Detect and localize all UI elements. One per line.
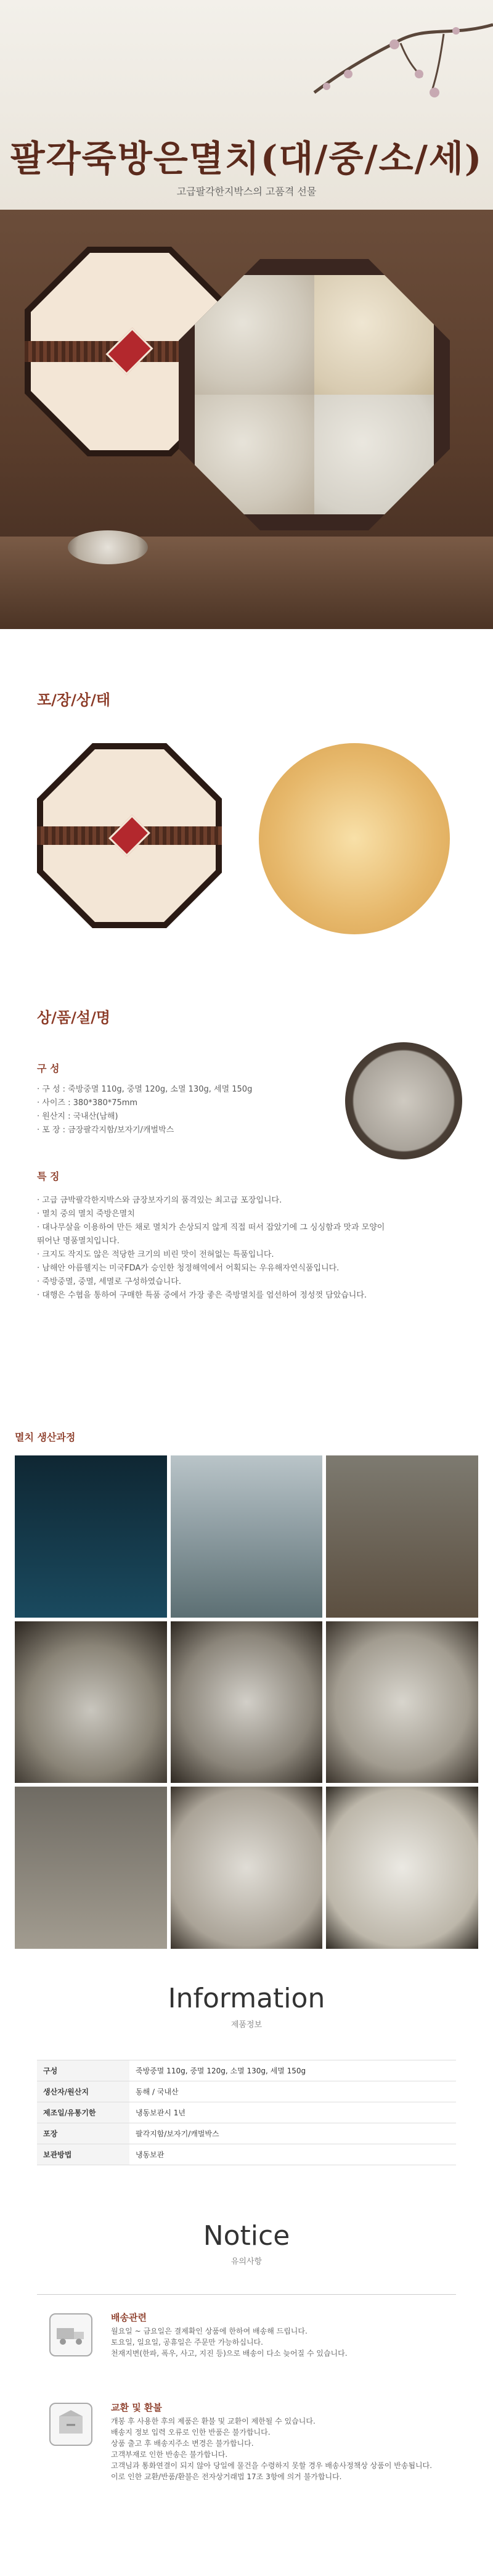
table-row xyxy=(37,2060,456,2081)
table-row xyxy=(37,2144,456,2165)
info-value: 팔각지함/보자기/캐벌박스 xyxy=(129,2123,456,2144)
info-label: 구성 xyxy=(37,2060,129,2081)
notice-item-heading: 교환 및 환불 xyxy=(111,2402,162,2413)
feature-line-3: · 대나무살을 이용하여 만든 채로 멸치가 손상되지 않게 직접 떠서 잡았기에 그 싱싱함과 맛과 모양이 xyxy=(37,1223,385,1232)
process-photo xyxy=(171,1621,323,1784)
table-row xyxy=(37,2123,456,2144)
composition-line-4: · 포 장 : 금장팔각지함/보자기/캐벌박스 xyxy=(37,1125,174,1135)
info-label: 제조일/유통기한 xyxy=(37,2102,129,2123)
product-title: 팔각죽방은멸치(대/중/소/세) xyxy=(10,138,483,179)
anchovy-plate-image xyxy=(345,1042,462,1159)
information-title: Information xyxy=(168,1983,325,2014)
notice-item-heading: 배송관련 xyxy=(111,2312,147,2323)
plum-branch-illustration xyxy=(290,0,493,136)
info-value: 동해 / 국내산 xyxy=(129,2081,456,2102)
hero-product-photo xyxy=(0,210,493,629)
information-table xyxy=(37,2060,456,2165)
feature-line-6: · 남해안 아름웰지는 미국FDA가 승인한 청정해역에서 어획되는 우유해자연식품입니다. xyxy=(37,1264,340,1273)
process-photo xyxy=(15,1787,167,1949)
features-heading: 특 징 xyxy=(37,1171,60,1182)
notice-item-text: 개봉 후 사용한 후의 제품은 환불 및 교환이 제한될 수 있습니다. 배송지 정보 입력 오류로 인한 반품은 불가합니다. 상품 출고 후 배송지주소 변경은 불가합니다. 고객부재로 인한 반송은 불가합니다. 고객님과 통화연결이 되지 않아 당일에 물건을 수령하지 못할 경우 배송사정책상 상품이 반송됩니다. 이로 인한 교환/반품/환불은 전자상거래법 17조 3항에 의거 불가합니다. xyxy=(111,2417,433,2481)
information-subtitle: 제품정보 xyxy=(230,2020,263,2030)
composition-heading: 구 성 xyxy=(37,1063,60,1074)
feature-line-1: · 고급 금박팔각한지박스와 금장보자기의 품격있는 최고급 포장입니다. xyxy=(37,1196,282,1205)
feature-line-5: · 크지도 작지도 않은 적당한 크기의 비린 맛이 전혀없는 특품입니다. xyxy=(37,1250,274,1259)
process-photo xyxy=(326,1621,478,1784)
anchovy-dish xyxy=(68,530,148,564)
info-value: 죽방중멸 110g, 중멸 120g, 소멸 130g, 세멸 150g xyxy=(129,2060,456,2081)
info-label: 보관방법 xyxy=(37,2144,129,2165)
notice-panel xyxy=(37,2294,456,2553)
process-title: 멸치 생산과정 xyxy=(15,1431,76,1443)
process-photo xyxy=(15,1621,167,1784)
info-value: 냉동보관시 1년 xyxy=(129,2102,456,2123)
process-photo-grid xyxy=(15,1455,478,1949)
octagon-gift-box-open xyxy=(179,259,450,530)
info-label: 생산자/원산지 xyxy=(37,2081,129,2102)
notice-subtitle: 유의사항 xyxy=(230,2257,263,2266)
process-photo xyxy=(15,1455,167,1618)
delivery-truck-icon xyxy=(49,2313,92,2356)
process-photo xyxy=(326,1787,478,1949)
process-photo xyxy=(171,1787,323,1949)
process-photo xyxy=(171,1455,323,1618)
feature-line-4: 뛰어난 명품멸치입니다. xyxy=(37,1237,120,1246)
return-box-icon xyxy=(49,2403,92,2446)
composition-line-2: · 사이즈 : 380*380*75mm xyxy=(37,1098,138,1108)
wrapped-gift-image xyxy=(259,743,450,934)
feature-line-2: · 멸치 중의 멸치 죽방은멸치 xyxy=(37,1209,135,1219)
hero-header xyxy=(0,0,493,210)
process-photo xyxy=(326,1455,478,1618)
feature-line-7: · 죽방중멸, 중멸, 세멸로 구성하였습니다. xyxy=(37,1277,181,1286)
composition-line-1: · 구 성 : 죽방중멸 110g, 중멸 120g, 소멸 130g, 세멸 150g xyxy=(37,1085,253,1094)
table-row xyxy=(37,2102,456,2123)
notice-item-text: 월요일 ~ 금요일은 결제확인 상품에 한하여 배송해 드립니다. 토요일, 일요일, 공휴일은 주문만 가능하십니다. 천재지변(한파, 폭우, 사고, 지진 등)으로 배송이 다소 늦어질 수 있습니다. xyxy=(111,2327,348,2358)
info-label: 포장 xyxy=(37,2123,129,2144)
product-description-title: 상/품/설/명 xyxy=(37,1009,111,1026)
notice-title: Notice xyxy=(203,2220,290,2252)
packaging-box-image xyxy=(37,743,222,928)
product-subtitle: 고급팔각한지박스의 고품격 선물 xyxy=(176,186,317,197)
feature-line-8: · 대행은 수협을 통하여 구매한 특품 중에서 가장 좋은 죽방멸치를 엄선하여 정성껏 담았습니다. xyxy=(37,1291,367,1300)
info-value: 냉동보관 xyxy=(129,2144,456,2165)
table-row xyxy=(37,2081,456,2102)
composition-line-3: · 원산지 : 국내산(남해) xyxy=(37,1112,118,1121)
packaging-section-title: 포/장/상/태 xyxy=(37,691,111,709)
